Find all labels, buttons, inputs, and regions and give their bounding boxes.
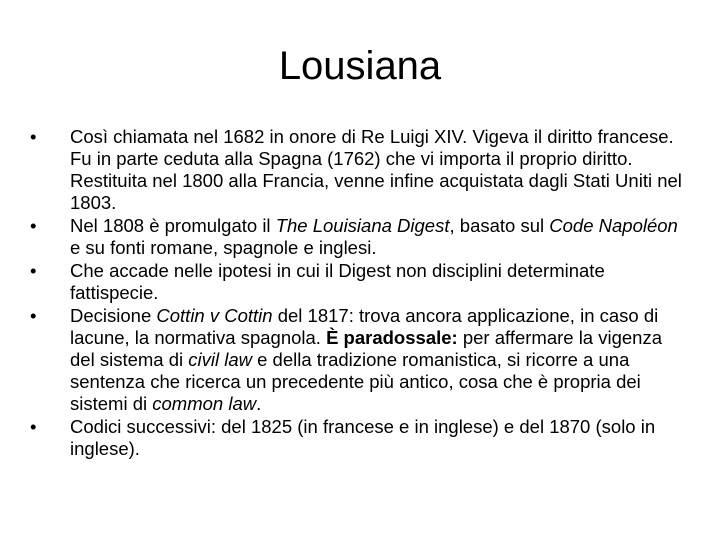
bullet-item-2 bbox=[30, 215, 690, 259]
bullet-dot-icon: • bbox=[30, 215, 37, 236]
civil-law-term: civil law bbox=[188, 349, 252, 370]
bullet-item-4 bbox=[30, 305, 690, 415]
bullet-text: del 1817: trova ancora applicazione, in caso di lacune, la normativa spagnola. bbox=[70, 305, 659, 348]
digest-title: The Louisiana Digest bbox=[275, 215, 450, 236]
slide-title: Lousiana bbox=[278, 44, 442, 88]
bullet-text: Che accade nelle ipotesi in cui il Digest non disciplini determinate fattispecie. bbox=[70, 260, 605, 303]
bullet-text: Così chiamata nel 1682 in onore di Re Luigi XIV. Vigeva il diritto francese. Fu in parte ceduta alla Spagna (1762) che vi importa il proprio diritto. Restituita nel 1800 alla Francia, venne infine acquistata dagli Stati Uniti nel 1803. bbox=[70, 126, 682, 213]
bullet-dot-icon: • bbox=[30, 260, 37, 281]
paradox-label: È paradossale: bbox=[326, 327, 458, 348]
code-title: Code Napoléon bbox=[549, 215, 678, 236]
bullet-dot-icon: • bbox=[30, 305, 37, 326]
bullet-dot-icon: • bbox=[30, 126, 37, 147]
case-name: Cottin v Cottin bbox=[156, 305, 273, 326]
bullet-text: e su fonti romane, spagnole e inglesi. bbox=[70, 237, 377, 258]
bullet-text: , basato sul bbox=[449, 215, 550, 236]
bullet-item-1 bbox=[30, 126, 690, 214]
bullet-item-3 bbox=[30, 260, 690, 304]
bullet-item-5 bbox=[30, 416, 690, 460]
bullet-text: Nel 1808 è promulgato il bbox=[70, 215, 276, 236]
bullet-text: Codici successivi: del 1825 (in francese e in inglese) e del 1870 (solo in inglese). bbox=[70, 416, 656, 459]
bullet-text: e della tradizione romanistica, si ricorre a una sentenza che ricerca un precedente più antico, cosa che è propria dei sistemi di bbox=[70, 349, 641, 414]
common-law-term: common law bbox=[152, 393, 257, 414]
bullet-text: Decisione bbox=[70, 305, 157, 326]
bullet-text: . bbox=[256, 393, 262, 414]
bullet-dot-icon: • bbox=[30, 416, 37, 437]
bullet-text: per affermare la vigenza del sistema di bbox=[70, 327, 662, 370]
bullet-list bbox=[30, 126, 690, 460]
